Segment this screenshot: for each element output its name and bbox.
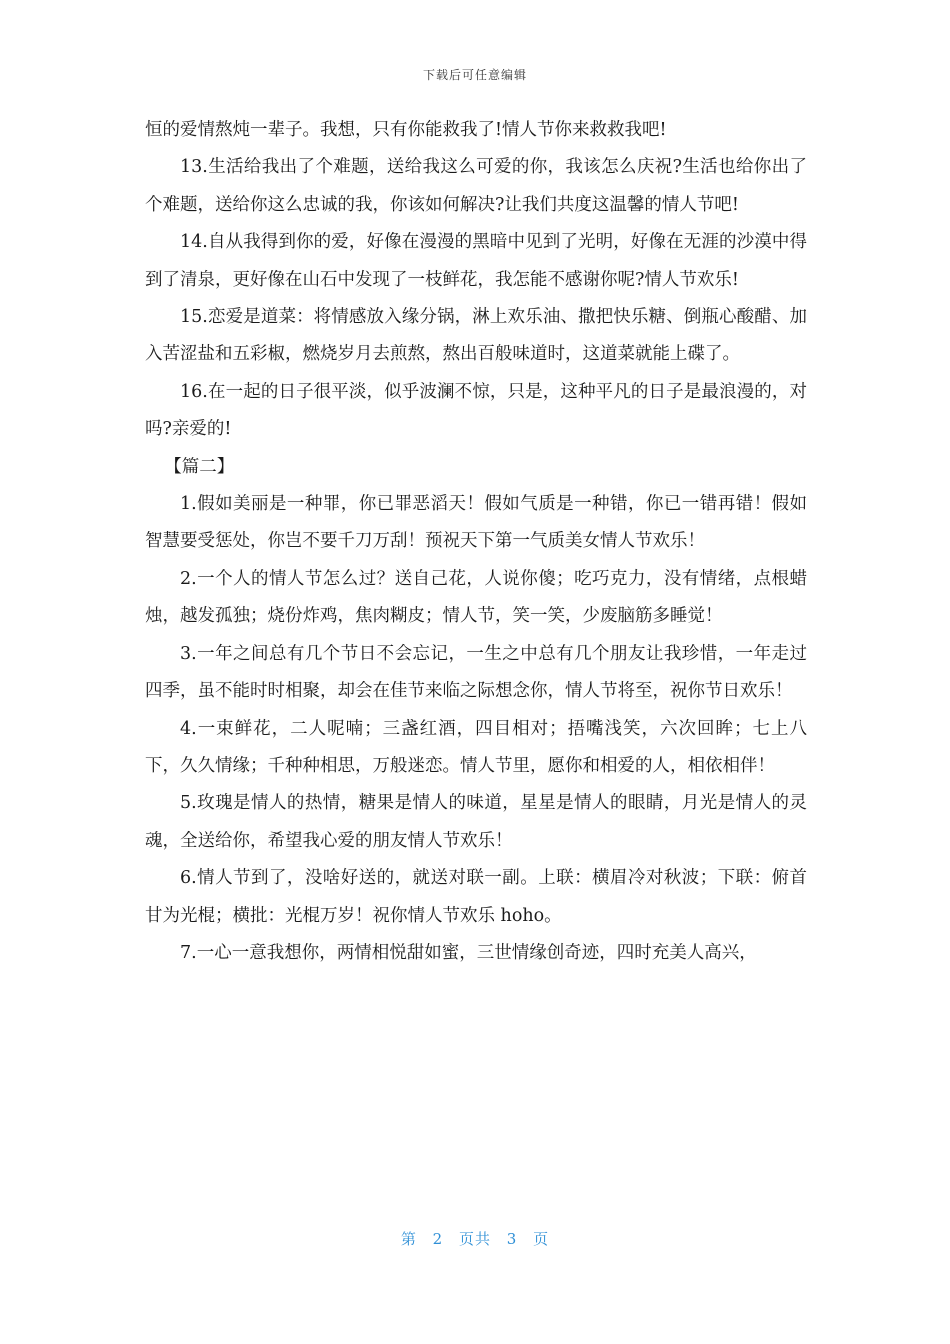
page-header: 下载后可任意编辑	[422, 68, 527, 82]
paragraph-item-14: 14.自从我得到你的爱，好像在漫漫的黑暗中见到了光明，好像在无涯的沙漠中得到了清泉，更好像在山石中发现了一枝鲜花，我怎能不感谢你呢?情人节欢乐!	[145, 232, 807, 290]
paragraph-item-6: 6.情人节到了，没啥好送的，就送对联一副。上联：横眉冷对秋波；下联：俯首甘为光棍；横批：光棍万岁！祝你情人节欢乐 hoho。	[145, 868, 807, 926]
paragraph-item-4: 4.一束鲜花，二人呢喃；三盏红酒，四目相对；捂嘴浅笑，六次回眸；七上八下，久久情缘；千种种相思，万般迷恋。情人节里，愿你和相爱的人，相依相伴！	[145, 718, 807, 776]
paragraph-item-2: 2.一个人的情人节怎么过？送自己花，人说你傻；吃巧克力，没有情绪，点根蜡烛，越发孤独；烧份炸鸡，焦肉糊皮；情人节，笑一笑，少废脑筋多睡觉！	[145, 568, 807, 627]
paragraph-continuation: 恒的爱情熬炖一辈子。我想，只有你能救我了!情人节你来救救我吧!	[145, 120, 667, 140]
section-heading: 【篇二】	[164, 456, 235, 477]
paragraph-item-3: 3.一年之间总有几个节日不会忘记，一生之中总有几个朋友让我珍惜，一年走过四季，虽不能时时相聚，却会在佳节来临之际想念你，情人节将至，祝你节日欢乐！	[145, 643, 807, 702]
paragraph-item-7: 7.一心一意我想你，两情相悦甜如蜜，三世情缘创奇迹，四时充美人高兴，	[180, 942, 757, 963]
document-body	[145, 112, 807, 972]
paragraph-item-13: 13.生活给我出了个难题，送给我这么可爱的你，我该怎么庆祝?生活也给你出了个难题，送给你这么忠诚的我，你该如何解决?让我们共度这温馨的情人节吧!	[145, 157, 807, 215]
page-footer: 第 2 页共 3 页	[400, 1230, 550, 1248]
paragraph-item-16: 16.在一起的日子很平淡，似乎波澜不惊，只是，这种平凡的日子是最浪漫的，对吗?亲爱的!	[145, 381, 807, 440]
paragraph-item-1: 1.假如美丽是一种罪，你已罪恶滔天！假如气质是一种错，你已一错再错！假如智慧要受惩处，你岂不要千刀万刮！预祝天下第一气质美女情人节欢乐！	[145, 494, 807, 552]
paragraph-item-15: 15.恋爱是道菜：将情感放入缘分锅，淋上欢乐油、撒把快乐糖、倒瓶心酸醋、加入苦涩盐和五彩椒，燃烧岁月去煎熬，熬出百般味道时，这道菜就能上碟了。	[145, 307, 807, 365]
paragraph-item-5: 5.玫瑰是情人的热情，糖果是情人的味道，星星是情人的眼睛，月光是情人的灵魂，全送给你，希望我心爱的朋友情人节欢乐！	[145, 793, 807, 851]
